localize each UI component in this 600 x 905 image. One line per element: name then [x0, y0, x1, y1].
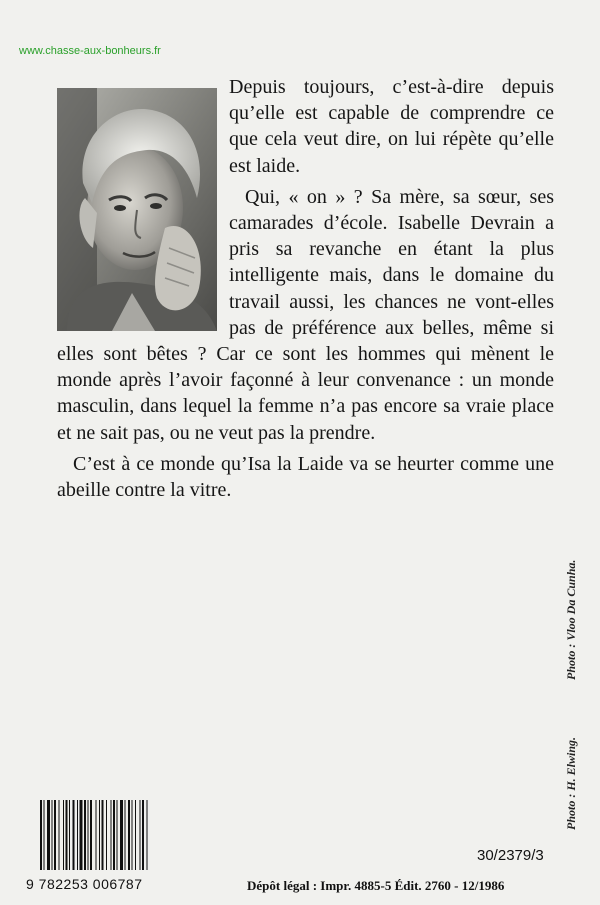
photo-credit-lower: Photo : H. Elwing. [564, 736, 578, 830]
blurb-paragraph: Depuis toujours, c’est-à-dire depuis qu’elle est capable de comprendre ce que cela veut dire, on lui répète qu’elle est laide. [229, 76, 554, 177]
portrait-wrap-space [57, 74, 229, 336]
blurb-paragraph: Qui, « on » ? Sa mère, sa sœur, ses camarades d’école. Isabelle Devrain a pris sa revanche en étant la plus intelligente mais, dans le domaine du travail aussi, les chances ne vont-elles pas de préférence aux belles, même si elles sont bêtes ? Car ce sont les hommes qui mènent le monde après l’avoir façonné à leur convenance : un monde masculin, dans lequel la femme n’a pas encore sa vraie place et ne sait pas, ou ne veut pas la prendre. [57, 185, 554, 444]
barcode-number: 9 782253 006787 [26, 876, 143, 892]
photo-credit-upper: Photo : Vloo Da Cunha. [564, 559, 578, 680]
legal-deposit-line: Dépôt légal : Impr. 4885-5 Édit. 2760 - 12/1986 [247, 878, 505, 893]
blurb-text [57, 74, 554, 508]
barcode [38, 800, 198, 882]
blurb-paragraph: C’est à ce monde qu’Isa la Laide va se heurter comme une abeille contre la vitre. [57, 452, 554, 502]
catalog-code: 30/2379/3 [477, 847, 544, 864]
watermark-url[interactable]: www.chasse-aux-bonheurs.fr [19, 45, 161, 57]
